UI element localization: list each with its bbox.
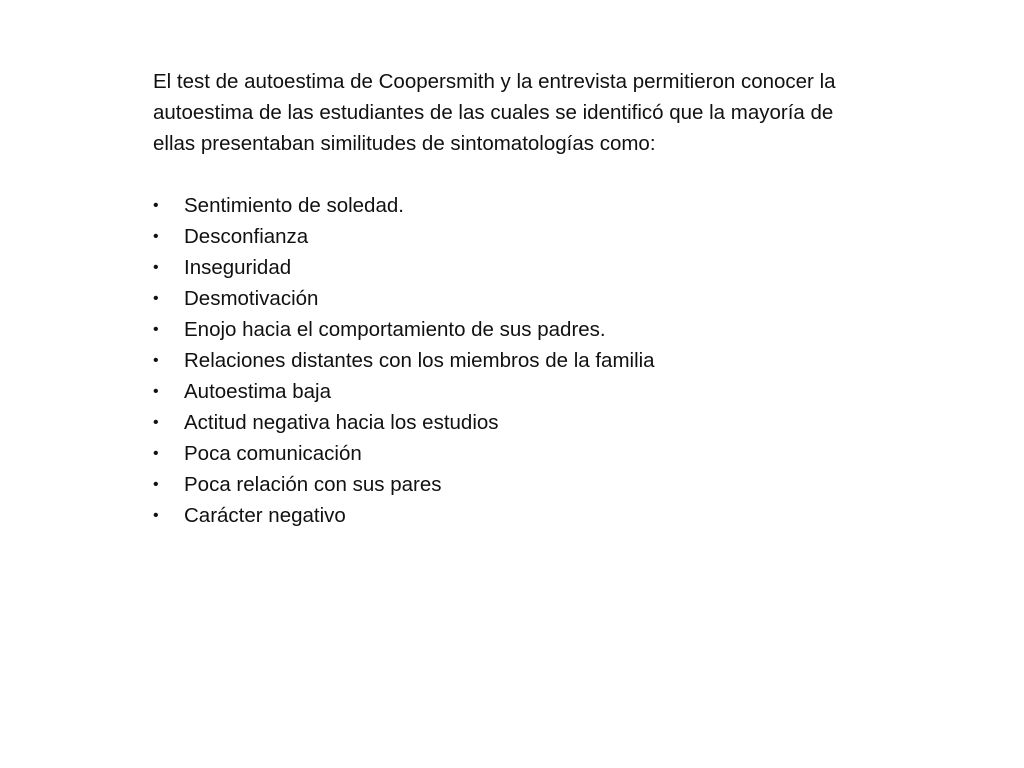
list-item-text: Actitud negativa hacia los estudios [184, 411, 499, 434]
list-item [153, 314, 873, 345]
bullet-icon: • [153, 352, 159, 369]
list-item-text: Sentimiento de soledad. [184, 194, 404, 217]
list-item-text: Poca relación con sus pares [184, 473, 442, 496]
symptom-list [153, 190, 873, 531]
list-item-text: Desmotivación [184, 287, 319, 310]
list-item-text: Relaciones distantes con los miembros de la familia [184, 349, 655, 372]
bullet-icon: • [153, 197, 159, 214]
bullet-icon: • [153, 507, 159, 524]
list-item [153, 252, 873, 283]
list-item-text: Autoestima baja [184, 380, 332, 403]
bullet-icon: • [153, 290, 159, 307]
list-item [153, 190, 873, 221]
list-item [153, 469, 873, 500]
bullet-icon: • [153, 259, 159, 276]
list-item-text: Poca comunicación [184, 442, 362, 465]
list-item [153, 407, 873, 438]
slide-content [153, 66, 873, 531]
list-item-text: Desconfianza [184, 225, 309, 248]
list-item [153, 376, 873, 407]
bullet-icon: • [153, 228, 159, 245]
intro-paragraph: El test de autoestima de Coopersmith y la entrevista permitieron conocer la autoestima de las estudiantes de las cuales se identificó que la mayoría de ellas presentaban similitudes de sintomatologías como: [153, 70, 836, 155]
list-item [153, 345, 873, 376]
bullet-icon: • [153, 445, 159, 462]
list-item-text: Enojo hacia el comportamiento de sus padres. [184, 318, 606, 341]
bullet-icon: • [153, 383, 159, 400]
list-item-text: Inseguridad [184, 256, 292, 279]
bullet-icon: • [153, 414, 159, 431]
list-item [153, 283, 873, 314]
list-item [153, 438, 873, 469]
list-item [153, 221, 873, 252]
list-item [153, 500, 873, 531]
list-item-text: Carácter negativo [184, 504, 346, 527]
bullet-icon: • [153, 476, 159, 493]
bullet-icon: • [153, 321, 159, 338]
